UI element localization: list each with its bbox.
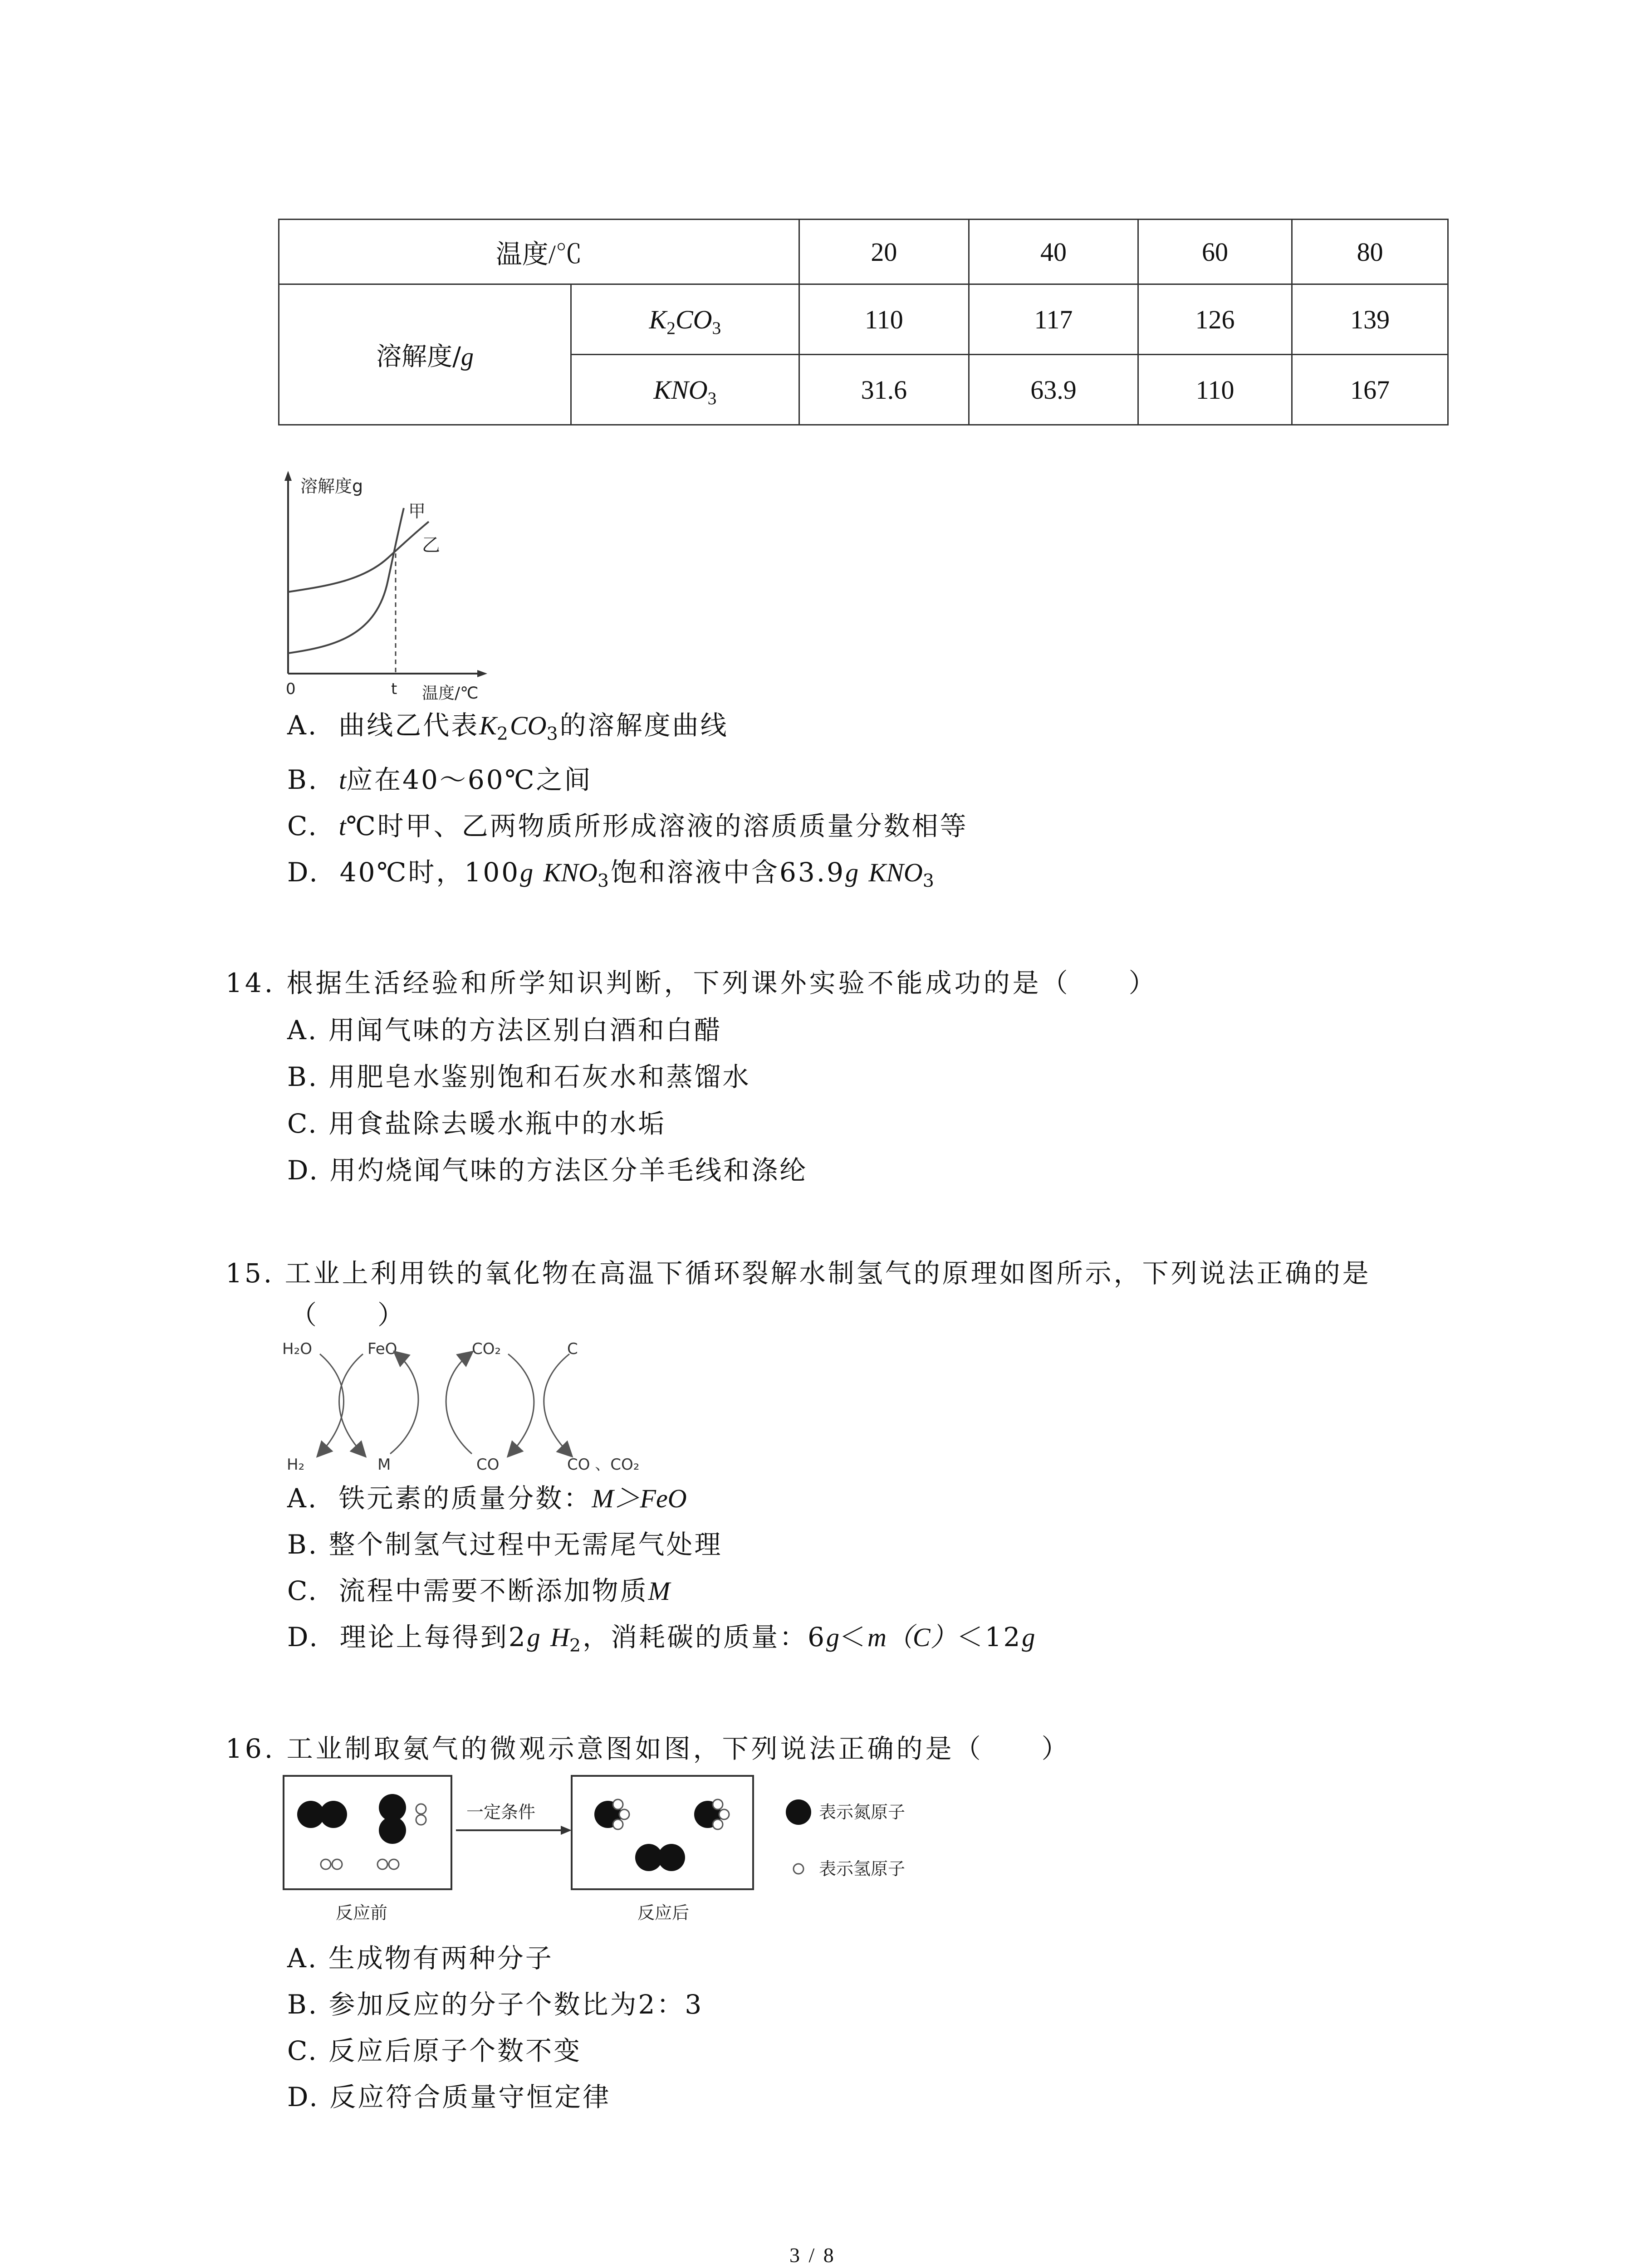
q14-option-c: C. 用食盐除去暖水瓶中的水垢 (287, 1108, 666, 1139)
h2-molecule (321, 1859, 342, 1869)
iron-cycle-diagram (277, 1334, 685, 1483)
q14-option-b: B. 用肥皂水鉴别饱和石灰水和蒸馏水 (287, 1061, 751, 1092)
q14-stem: 14. 根据生活经验和所学知识判断，下列课外实验不能成功的是（ ） (225, 968, 1158, 998)
temp-header: 温度/℃ (279, 220, 799, 284)
value-cell: 139 (1292, 284, 1448, 355)
legend-h-atom (794, 1864, 803, 1874)
q13-option-c: C. t℃时甲、乙两物质所形成溶液的溶质质量分数相等 (287, 811, 968, 841)
solubility-table (278, 219, 1449, 425)
arrow-co2-co (508, 1354, 534, 1454)
h2-molecule (377, 1859, 399, 1869)
arrow-h2o-h2 (320, 1354, 344, 1454)
label-co: CO (476, 1456, 500, 1474)
curve-jia-label: 甲 (408, 501, 426, 521)
n2-molecule (635, 1844, 685, 1871)
arrow-feo-m (339, 1354, 363, 1454)
reaction-arrowhead (561, 1826, 572, 1835)
value-cell: 31.6 (799, 355, 969, 425)
label-h2o: H₂O (282, 1340, 312, 1358)
temp-cell: 80 (1292, 220, 1448, 284)
solubility-chart (272, 467, 508, 703)
q14-option-a: A. 用闻气味的方法区别白酒和白醋 (287, 1015, 722, 1046)
q13-option-d: D. 40℃时，100g $KNO_3$饱和溶液中含63.9g $KNO_3$ (287, 857, 936, 891)
value-cell: 117 (969, 284, 1138, 355)
before-label: 反应前 (336, 1903, 388, 1923)
label-feo: FeO (367, 1340, 397, 1358)
n2-molecule (379, 1794, 406, 1844)
q16-option-d: D. 反应符合质量守恒定律 (287, 2082, 611, 2112)
q15-option-d: D. 理论上每得到2g $H_2$，消耗碳的质量：6g＜m（C）＜12g (287, 1622, 1035, 1656)
condition-label: 一定条件 (466, 1802, 536, 1822)
value-cell: 126 (1138, 284, 1292, 355)
q15-option-b: B. 整个制氢气过程中无需尾气处理 (287, 1529, 723, 1560)
q15-option-a: A. 铁元素的质量分数：M＞FeO (287, 1483, 687, 1514)
q16-option-a: A. 生成物有两种分子 (287, 1943, 554, 1974)
arrow-co-co2 (446, 1354, 472, 1454)
solubility-label: 溶解度/g (279, 284, 571, 425)
label-co-co2: CO 、CO₂ (567, 1456, 640, 1474)
nh3-molecule (594, 1799, 629, 1829)
q15-stem-bracket: （ ） (290, 1300, 407, 1330)
label-co2: CO₂ (472, 1340, 501, 1358)
temp-cell: 60 (1138, 220, 1292, 284)
q16-stem: 16. 工业制取氨气的微观示意图如图，下列说法正确的是（ ） (225, 1733, 1071, 1764)
label-m: M (377, 1456, 391, 1474)
n2-molecule (297, 1801, 347, 1828)
formula-kno3: $KNO_3$ (571, 355, 799, 425)
y-axis-arrow (284, 471, 292, 481)
before-box (284, 1776, 451, 1889)
legend-n-label: 表示氮原子 (819, 1802, 906, 1822)
curve-yi (288, 522, 429, 592)
label-h2: H₂ (287, 1456, 305, 1474)
ammonia-diagram (277, 1769, 957, 1937)
q13-option-a: A. 曲线乙代表$K_2CO_3$的溶解度曲线 (287, 710, 729, 744)
legend-n-atom (786, 1799, 811, 1825)
arrow-m-feo (390, 1354, 418, 1454)
page-number: 3 / 8 (789, 2244, 836, 2267)
nh3-molecule (694, 1799, 729, 1829)
temp-cell: 40 (969, 220, 1138, 284)
value-cell: 167 (1292, 355, 1448, 425)
origin-label: 0 (286, 680, 296, 698)
value-cell: 110 (1138, 355, 1292, 425)
temp-cell: 20 (799, 220, 969, 284)
q14-option-d: D. 用灼烧闻气味的方法区分羊毛线和涤纶 (287, 1155, 808, 1186)
t-label: t (391, 680, 397, 698)
y-axis-label: 溶解度g (300, 476, 363, 496)
q16-option-b: B. 参加反应的分子个数比为2：3 (287, 1989, 704, 2020)
value-cell: 63.9 (969, 355, 1138, 425)
after-label: 反应后 (637, 1903, 690, 1923)
curve-yi-label: 乙 (422, 535, 440, 556)
q15-option-c: C. 流程中需要不断添加物质M (287, 1575, 670, 1606)
value-cell: 110 (799, 284, 969, 355)
arrow-c-products (544, 1354, 569, 1454)
h2-molecule (416, 1804, 426, 1825)
after-box (572, 1776, 753, 1889)
q13-option-b: B. t应在40～60℃之间 (287, 764, 593, 795)
formula-k2co3: $K_2CO_3$ (571, 284, 799, 355)
q16-option-c: C. 反应后原子个数不变 (287, 2035, 582, 2066)
x-axis-arrow (477, 670, 487, 677)
x-axis-label: 温度/℃ (422, 684, 479, 703)
q15-stem: 15. 工业上利用铁的氧化物在高温下循环裂解水制氢气的原理如图所示，下列说法正确的是 (225, 1258, 1371, 1289)
label-c: C (567, 1340, 578, 1358)
legend-h-label: 表示氢原子 (819, 1859, 906, 1879)
